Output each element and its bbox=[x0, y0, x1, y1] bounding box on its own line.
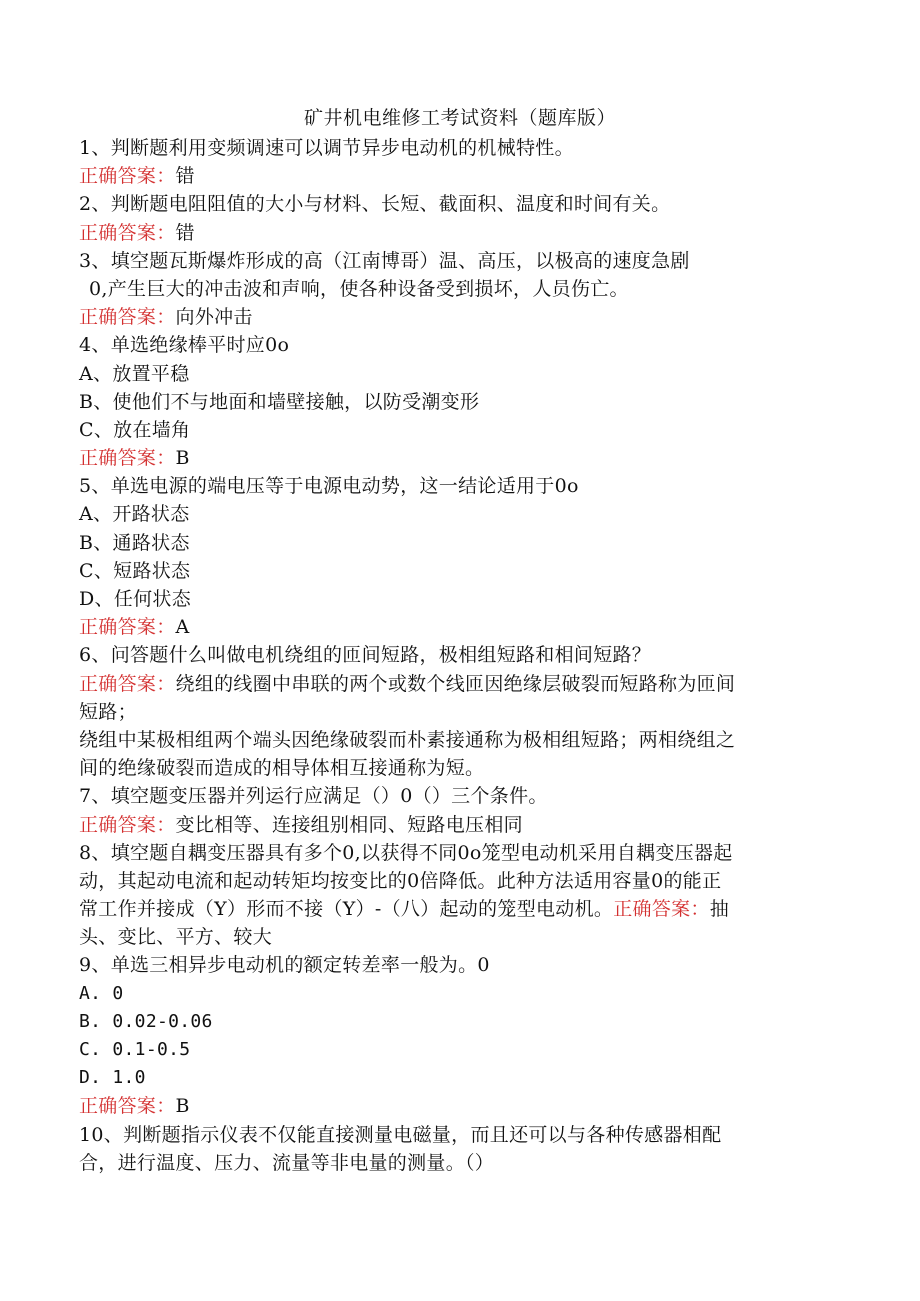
question-3-text-cont: 0,产生巨大的冲击波和声响，使各种设备受到损坏，人员伤亡。 bbox=[89, 277, 629, 300]
question-5-text: 5、单选电源的端电压等于电源电动势，这一结论适用于0o bbox=[79, 475, 579, 498]
question-8-inline-text: 常工作并接成（Y）形而不接（Y）-（八）起动的笼型电动机。 bbox=[79, 898, 614, 921]
question-9-text: 9、单选三相异步电动机的额定转差率一般为。0 bbox=[79, 954, 490, 977]
question-5-answer bbox=[79, 613, 819, 641]
question-9-option-a: A. 0 bbox=[79, 982, 124, 1004]
question-8-text-cont-2 bbox=[79, 895, 819, 923]
question-7-text: 7、填空题变压器并列运行应满足（）0（）三个条件。 bbox=[79, 785, 548, 808]
answer-label: 正确答案： bbox=[79, 221, 176, 244]
question-6-answer-cont-3: 间的绝缘破裂而造成的相导体相互接通称为短。 bbox=[79, 757, 485, 780]
question-6-answer-cont-1: 短路； bbox=[79, 700, 137, 723]
question-9-option-d: D. 1.0 bbox=[79, 1067, 146, 1089]
question-4-text: 4、单选绝缘棒平时应0o bbox=[79, 334, 290, 357]
question-7-answer bbox=[79, 811, 819, 839]
answer-label: 正确答案： bbox=[613, 898, 710, 921]
answer-label: 正确答案： bbox=[79, 306, 176, 329]
answer-label: 正确答案： bbox=[79, 1095, 176, 1118]
question-2-answer bbox=[79, 219, 819, 247]
question-6-answer bbox=[79, 670, 819, 698]
question-1-text: 1、判断题利用变频调速可以调节异步电动机的机械特性。 bbox=[79, 137, 574, 159]
question-5-option-b: B、通路状态 bbox=[79, 531, 190, 554]
answer-label: 正确答案： bbox=[79, 165, 176, 188]
question-3-text: 3、填空题瓦斯爆炸形成的高（江南博哥）温、高压，以极高的速度急剧 bbox=[79, 249, 690, 272]
answer-value: 向外冲击 bbox=[175, 306, 253, 329]
answer-value: 错 bbox=[175, 165, 195, 188]
question-4-option-a: A、放置平稳 bbox=[79, 362, 190, 385]
answer-value: 绕组的线圈中串联的两个或数个线匝因绝缘层破裂而短路称为匝间 bbox=[175, 672, 736, 695]
question-2-text: 2、判断题电阻阻值的大小与材料、长短、截面积、温度和时间有关。 bbox=[79, 193, 671, 216]
question-4-option-c: C、放在墙角 bbox=[79, 418, 191, 441]
question-8-text: 8、填空题自耦变压器具有多个0,以获得不同0o笼型电动机采用自耦变压器起 bbox=[79, 841, 733, 864]
document-body bbox=[79, 134, 819, 1177]
question-10-text: 10、判断题指示仪表不仅能直接测量电磁量，而且还可以与各种传感器相配 bbox=[79, 1123, 722, 1146]
answer-value: 抽 bbox=[709, 898, 730, 921]
answer-label: 正确答案： bbox=[79, 813, 176, 836]
question-9-option-c: C. 0.1-0.5 bbox=[79, 1039, 191, 1060]
question-5-option-c: C、短路状态 bbox=[79, 559, 191, 582]
question-9-option-b: B. 0.02-0.06 bbox=[79, 1010, 213, 1032]
answer-label: 正确答案： bbox=[79, 447, 176, 470]
question-4-answer bbox=[79, 444, 819, 472]
question-6-text: 6、问答题什么叫做电机绕组的匝间短路，极相组短路和相间短路？ bbox=[79, 644, 652, 667]
question-5-option-d: D、任何状态 bbox=[79, 588, 192, 610]
answer-value: B bbox=[175, 1095, 190, 1118]
question-1-answer bbox=[79, 162, 819, 190]
question-8-answer-cont: 头、变比、平方、较大 bbox=[79, 926, 273, 949]
answer-value: 错 bbox=[175, 221, 195, 244]
answer-label: 正确答案： bbox=[79, 672, 176, 695]
question-9-answer bbox=[79, 1092, 819, 1120]
question-8-text-cont-1: 动，其起动电流和起动转矩均按变比的0倍降低。此种方法适用容量0的能正 bbox=[79, 869, 722, 892]
answer-value: 变比相等、连接组别相同、短路电压相同 bbox=[175, 813, 523, 836]
answer-value: A bbox=[175, 616, 190, 639]
question-3-answer bbox=[79, 303, 819, 331]
question-10-text-cont: 合，进行温度、压力、流量等非电量的测量。（） bbox=[79, 1151, 495, 1174]
question-5-option-a: A、开路状态 bbox=[79, 503, 190, 526]
document-title: 矿井机电维修工考试资料（题库版） bbox=[303, 107, 616, 129]
answer-value: B bbox=[175, 447, 190, 470]
answer-label: 正确答案： bbox=[79, 616, 176, 639]
question-4-option-b: B、使他们不与地面和墙壁接触，以防受潮变形 bbox=[79, 390, 480, 413]
question-6-answer-cont-2: 绕组中某极相组两个端头因绝缘破裂而朴素接通称为极相组短路；两相绕组之 bbox=[79, 728, 736, 751]
